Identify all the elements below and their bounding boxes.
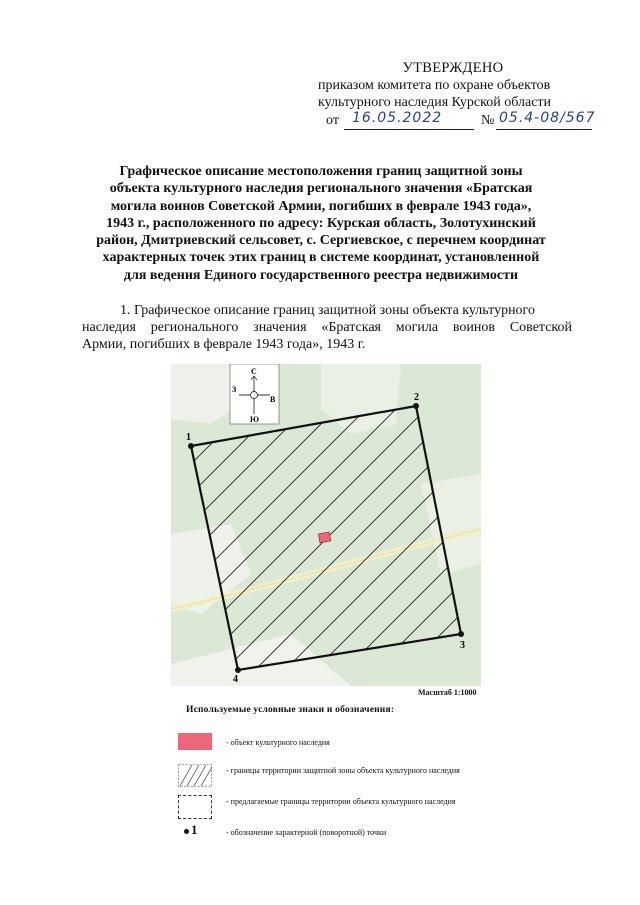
title-line: 1943 г., расположенного по адресу: Курская область, Золотухинский — [106, 215, 536, 231]
legend-text: - предлагаемые границы территории объекта культурного наследия — [226, 797, 456, 806]
handwritten-number: 05.4-08/567 — [499, 110, 596, 126]
document-title — [80, 163, 562, 284]
compass-north: С — [251, 367, 257, 376]
object-swatch — [178, 733, 212, 750]
site-map — [171, 364, 481, 686]
point-label-3: 3 — [460, 640, 465, 651]
title-line: объекта культурного наследия регионального значения «Братская — [109, 181, 533, 197]
compass-icon — [230, 364, 279, 424]
from-label: от — [326, 113, 339, 128]
legend-text: - объект культурного наследия — [226, 738, 330, 747]
hatch-swatch-icon — [178, 764, 212, 787]
site-map-drawing — [171, 364, 481, 686]
title-line: Графическое описание местоположения границ защитной зоны — [119, 164, 523, 179]
title-line: характерных точек этих границ в системе координат, установленной — [102, 250, 540, 266]
dashed-swatch — [178, 795, 212, 819]
point-marker — [413, 403, 419, 409]
compass-west: З — [232, 385, 237, 394]
approval-block — [318, 60, 618, 132]
legend-item-proposed — [178, 795, 478, 821]
compass-south: Ю — [250, 415, 260, 424]
point-symbol-number: 1 — [191, 822, 198, 837]
point-marker — [188, 443, 194, 449]
approval-line-2: культурного наследия Курской области — [318, 95, 552, 110]
legend-title: Используемые условные знаки и обозначения: — [186, 705, 395, 715]
point-symbol — [184, 822, 198, 837]
date-underline — [344, 129, 474, 130]
paragraph-line: 1. Графическое описание границ защитной зоны объекта культурного — [120, 303, 535, 318]
point-marker — [235, 667, 241, 673]
approval-signature-line — [318, 112, 618, 132]
point-label-1: 1 — [186, 432, 191, 443]
map-scale: Масштаб 1:1000 — [418, 688, 477, 697]
legend-item-point — [178, 822, 478, 841]
heritage-object — [318, 532, 330, 543]
compass-east: В — [270, 395, 276, 404]
legend-item-object — [178, 733, 478, 753]
title-line: для ведения Единого государственного реестра недвижимости — [123, 267, 519, 283]
paragraph-line: наследия регионального значения «Братская могила воинов Советской — [82, 320, 572, 335]
point-label-4: 4 — [233, 674, 238, 685]
legend-item-zone — [178, 764, 478, 788]
point-marker — [458, 631, 464, 637]
title-line: могила воинов Советской Армии, погибших в феврале 1943 года», — [110, 198, 532, 214]
section-paragraph — [82, 302, 572, 353]
number-underline — [496, 129, 592, 130]
legend-text: - обозначение характерной (поворотной) точки — [226, 828, 387, 837]
approval-heading: УТВЕРЖДЕНО — [402, 60, 504, 76]
approval-line-1: приказом комитета по охране объектов — [318, 78, 551, 93]
title-line: район, Дмитриевский сельсовет, с. Сергиевское, с перечнем координат — [96, 233, 546, 249]
point-dot-icon — [184, 829, 189, 834]
point-label-2: 2 — [414, 392, 419, 403]
handwritten-date: 16.05.2022 — [352, 110, 443, 126]
legend-text: - границы территории защитной зоны объекта культурного наследия — [226, 766, 460, 775]
paragraph-line: Армии, погибших в феврале 1943 года», 1943 г. — [82, 337, 366, 352]
number-label: № — [481, 113, 495, 128]
